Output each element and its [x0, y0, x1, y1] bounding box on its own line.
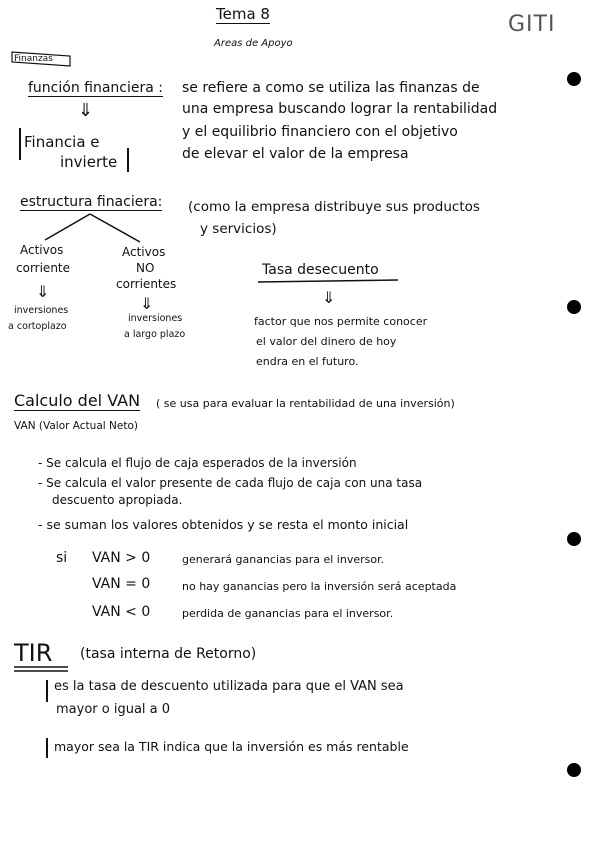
activos-no-label-2: NO	[136, 261, 155, 275]
van-title: Calculo del VAN	[14, 391, 141, 410]
van-step-1: - Se calcula el flujo de caja esperados de la inversión	[38, 456, 357, 470]
activos-no-sub-1: inversiones	[128, 313, 183, 324]
van-cond-2-rhs: no hay ganancias pero la inversión será aceptada	[182, 580, 457, 593]
si-label: si	[56, 550, 68, 566]
tir-bracket	[46, 680, 48, 702]
activos-no-sub-2: a largo plazo	[124, 329, 186, 340]
tema-subtitle: Areas de Apoyo	[214, 38, 293, 49]
binder-hole	[567, 532, 581, 546]
activos-corriente-label-1: Activos	[20, 243, 64, 257]
financia-line: Financia e	[24, 133, 100, 151]
tasa-underline	[258, 280, 398, 282]
van-step-2-line-1: - Se calcula el valor presente de cada flujo de caja con una tasa	[38, 476, 423, 490]
tir-title: TIR	[14, 639, 53, 667]
tir-title-note: (tasa interna de Retorno)	[80, 646, 257, 662]
funcion-line-1: se refiere a como se utiliza las finanzas de	[182, 80, 480, 96]
binder-hole	[567, 72, 581, 86]
down-arrow-icon: ⇓	[322, 288, 336, 307]
section-label: Finanzas	[14, 54, 53, 64]
activos-corriente-sub-1: inversiones	[14, 305, 69, 316]
van-title-note: ( se usa para evaluar la rentabilidad de una inversión)	[156, 397, 455, 410]
branch-right-line	[90, 214, 140, 242]
invierte-line: invierte	[60, 153, 118, 171]
tasa-title: Tasa desecuento	[262, 262, 379, 278]
van-cond-3-rhs: perdida de ganancias para el inversor.	[182, 607, 394, 620]
van-step-3: - se suman los valores obtenidos y se resta el monto inicial	[38, 517, 409, 532]
down-arrow-icon: ⇓	[78, 100, 94, 121]
van-subtitle: VAN (Valor Actual Neto)	[14, 420, 138, 432]
van-cond-2-lhs: VAN = 0	[92, 576, 151, 592]
tir-line-2: mayor o igual a 0	[56, 702, 171, 717]
tir-line-1: es la tasa de descuento utilizada para que el VAN sea	[54, 679, 404, 694]
funcion-line-2: una empresa buscando lograr la rentabilidad	[182, 101, 498, 117]
tasa-line-2: el valor del dinero de hoy	[256, 335, 397, 348]
van-cond-3-lhs: VAN < 0	[92, 604, 151, 620]
van-step-2-line-2: descuento apropiada.	[52, 493, 183, 507]
estructura-desc-2: y servicios)	[200, 221, 277, 237]
funcion-line-4: de elevar el valor de la empresa	[182, 146, 409, 162]
activos-no-label-3: corrientes	[116, 277, 177, 291]
binder-hole	[567, 763, 581, 777]
tir-bracket	[46, 738, 48, 758]
tema-title: Tema 8	[216, 5, 270, 23]
estructura-desc-1: (como la empresa distribuye sus productos	[188, 199, 480, 215]
giti-logo: GITI	[508, 12, 556, 37]
activos-corriente-label-2: corriente	[16, 261, 71, 275]
binder-hole	[567, 300, 581, 314]
activos-no-label-1: Activos	[122, 245, 166, 259]
estructura-title: estructura finaciera:	[20, 194, 163, 210]
van-cond-1-rhs: generará ganancias para el inversor.	[182, 553, 385, 566]
tir-line-3: mayor sea la TIR indica que la inversión es más rentable	[54, 739, 409, 754]
funcion-title: función financiera :	[28, 80, 163, 96]
van-cond-1-lhs: VAN > 0	[92, 550, 151, 566]
funcion-line-3: y el equilibrio financiero con el objetivo	[182, 124, 458, 140]
branch-left-line	[45, 214, 90, 240]
tasa-line-1: factor que nos permite conocer	[254, 315, 428, 328]
activos-corriente-sub-2: a cortoplazo	[8, 321, 67, 332]
down-arrow-icon: ⇓	[36, 282, 50, 301]
down-arrow-icon: ⇓	[140, 294, 154, 313]
tasa-line-3: endra en el futuro.	[256, 355, 359, 368]
